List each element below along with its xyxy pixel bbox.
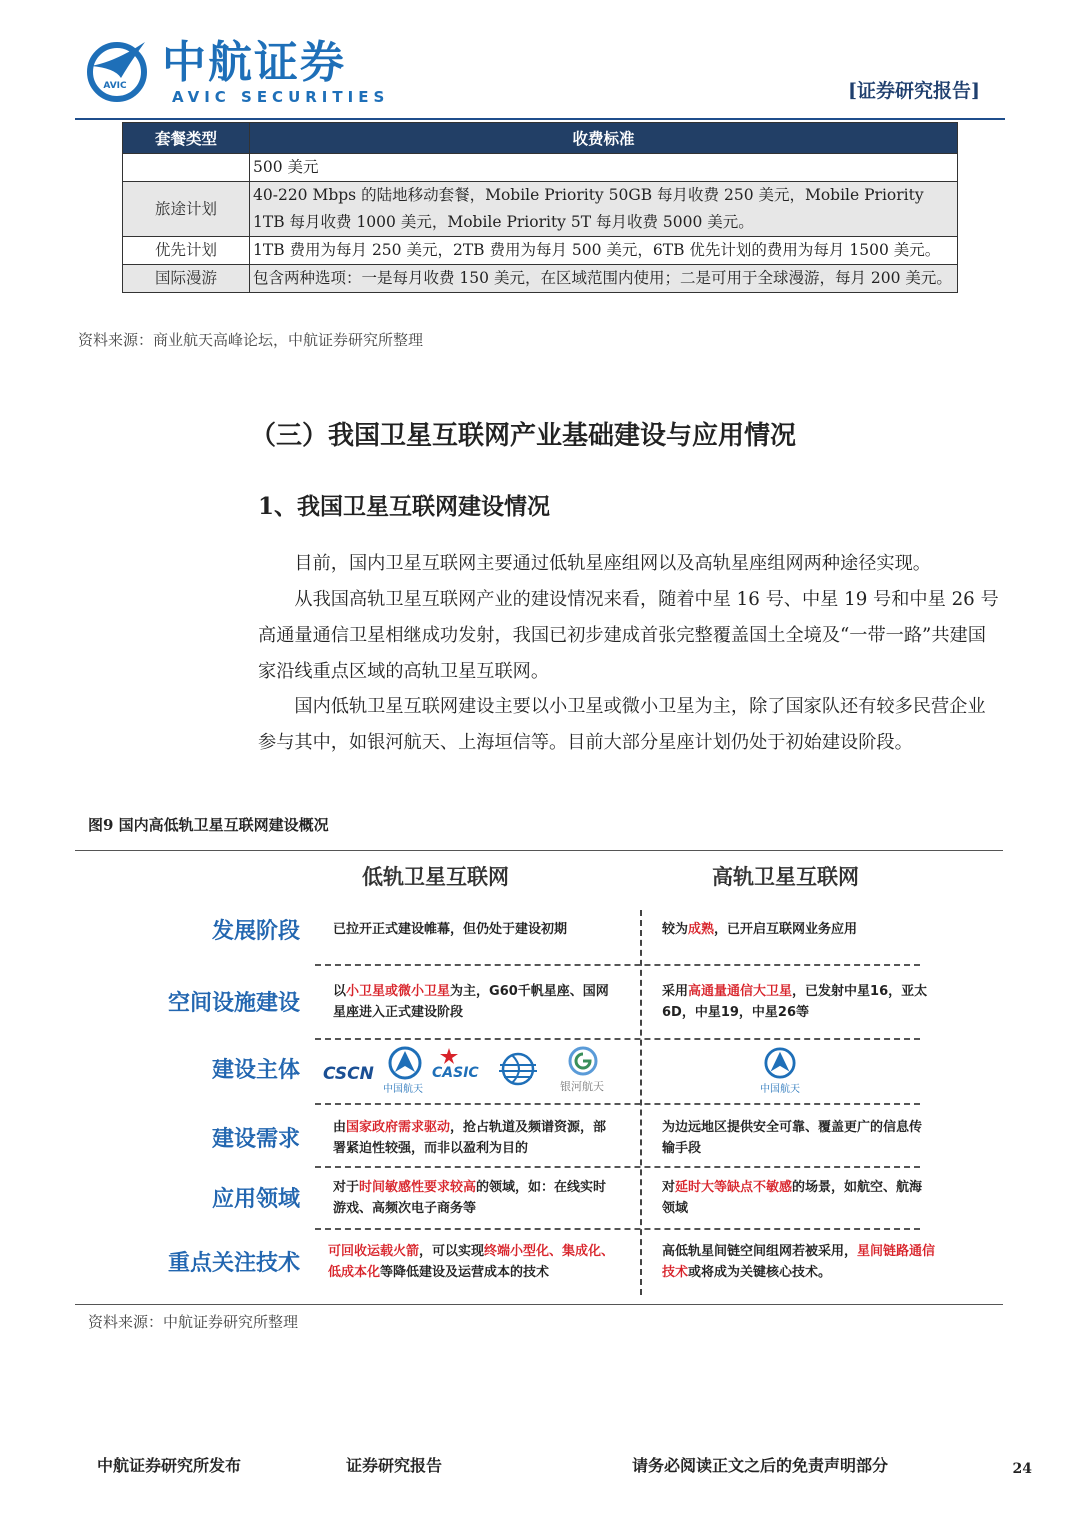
avic-logo-text: AVIC xyxy=(103,81,127,91)
fee-table xyxy=(122,122,958,293)
casic-star-icon xyxy=(440,1048,458,1064)
column-header-high-orbit: 高轨卫星互联网 xyxy=(712,865,859,889)
cell-tech-high: 高低轨星间链空间组网若被采用，星间链路通信技术或将成为关键核心技术。 xyxy=(662,1244,936,1280)
table-cell-type: 优先计划 xyxy=(123,237,250,265)
body-paragraph: 国内低轨卫星互联网建设主要以小卫星或微小卫星为主，除了国家队还有较多民营企业参与其中，如银河航天、上海垣信等。目前大部分星座计划仍处于初始建设阶段。 xyxy=(258,696,986,753)
table-cell-fee: 包含两种选项：一是每月收费 150 美元，在区域范围内使用；二是可用于全球漫游，每月 200 美元。 xyxy=(250,265,958,293)
cell-demand-high: 为边远地区提供安全可靠、覆盖更广的信息传输手段 xyxy=(662,1120,923,1156)
row-divider xyxy=(315,964,920,966)
report-type-tag: [证券研究报告] xyxy=(848,80,980,102)
casic-logo: CASIC xyxy=(432,1065,479,1081)
subsection-heading: 1、我国卫星互联网建设情况 xyxy=(258,493,551,520)
row-label-demand: 建设需求 xyxy=(211,1127,300,1152)
row-divider xyxy=(315,1166,920,1168)
avic-logo-icon xyxy=(85,38,149,102)
section-heading: （三）我国卫星互联网产业基础建设与应用情况 xyxy=(250,421,797,451)
body-paragraph: 从我国高轨卫星互联网产业的建设情况来看，随着中星 16 号、中星 19 号和中星 26 号高通量通信卫星相继成功发射，我国已初步建成首张完整覆盖国土全境及“一带一路”共建国家沿线重点区域的高轨卫星互联网。 xyxy=(258,589,999,682)
casc-logo-icon xyxy=(764,1047,796,1079)
cell-tech-low: 可回收运载火箭，可以实现终端小型化、集成化、低成本化等降低建设及运营成本的技术 xyxy=(328,1244,615,1280)
table-header-fee: 收费标准 xyxy=(250,123,958,154)
table-row xyxy=(123,154,958,182)
table-cell-fee: 500 美元 xyxy=(250,154,958,182)
column-header-low-orbit: 低轨卫星互联网 xyxy=(362,865,509,889)
footer-publisher: 中航证券研究所发布 xyxy=(97,1456,242,1475)
table-row xyxy=(123,265,958,293)
figure-bottom-rule xyxy=(75,1304,1003,1305)
cell-stage-low: 已拉开正式建设帷幕，但仍处于建设初期 xyxy=(333,922,568,937)
table-cell-fee: 1TB 费用为每月 250 美元，2TB 费用为每月 500 美元，6TB 优先计划的费用为每月 1500 美元。 xyxy=(250,237,958,265)
brand-name-en: AVIC SECURITIES xyxy=(172,88,390,106)
row-label-apps: 应用领域 xyxy=(211,1187,300,1212)
cell-apps-low: 对于时间敏感性要求较高的领域，如：在线实时游戏、高频次电子商务等 xyxy=(333,1180,607,1216)
table-row xyxy=(123,182,958,237)
casc-logo-label-high: 中国航天 xyxy=(760,1084,800,1095)
cell-apps-high: 对延时大等缺点不敏感的场景，如航空、航海领域 xyxy=(662,1180,923,1216)
cscn-logo: CSCN xyxy=(323,1064,374,1084)
footer-disclaimer: 请务必阅读正文之后的免责声明部分 xyxy=(632,1456,889,1475)
cell-stage-high: 较为成熟，已开启互联网业务应用 xyxy=(662,922,858,937)
header-divider xyxy=(75,118,1005,120)
footer-report-type: 证券研究报告 xyxy=(346,1456,443,1475)
row-divider xyxy=(315,1228,920,1230)
row-label-builders: 建设主体 xyxy=(211,1058,300,1083)
row-label-infra: 空间设施建设 xyxy=(167,991,300,1016)
body-paragraph: 目前，国内卫星互联网主要通过低轨星座组网以及高轨星座组网两种途径实现。 xyxy=(294,553,931,574)
figure-source-note: 资料来源：中航证券研究所整理 xyxy=(88,1313,299,1331)
table-cell-type xyxy=(123,154,250,182)
cell-demand-low: 由国家政府需求驱动，抢占轨道及频谱资源，部署紧迫性较强，而非以盈利为目的 xyxy=(333,1120,607,1156)
globe-logo-icon xyxy=(496,1052,540,1086)
row-divider xyxy=(315,1038,920,1040)
table-source-note: 资料来源：商业航天高峰论坛，中航证券研究所整理 xyxy=(78,331,424,349)
table-header-type: 套餐类型 xyxy=(123,123,250,154)
brand-name-cn: 中航证券 xyxy=(162,37,346,88)
row-label-tech: 重点关注技术 xyxy=(167,1251,300,1276)
cell-infra-high: 采用高通量通信大卫星，已发射中星16，亚太6D，中星19，中星26等 xyxy=(662,984,928,1020)
figure-title: 图9 国内高低轨卫星互联网建设概况 xyxy=(88,816,329,834)
casc-logo-label: 中国航天 xyxy=(383,1084,423,1095)
row-divider xyxy=(315,1103,920,1105)
figure-top-rule xyxy=(75,850,1003,851)
galaxy-space-logo-icon xyxy=(568,1046,598,1076)
row-label-stage: 发展阶段 xyxy=(211,919,300,944)
casc-logo-icon xyxy=(388,1046,422,1080)
table-row xyxy=(123,237,958,265)
galaxy-space-logo-label: 银河航天 xyxy=(560,1080,604,1093)
table-cell-type: 旅途计划 xyxy=(123,182,250,237)
table-cell-fee: 40-220 Mbps 的陆地移动套餐，Mobile Priority 50GB 每月收费 250 美元，Mobile Priority 1TB 每月收费 1000 美元，Mobile Priority 5T 每月收费 5000 美元。 xyxy=(250,182,958,237)
table-cell-type: 国际漫游 xyxy=(123,265,250,293)
page-number: 24 xyxy=(1012,1461,1032,1477)
cell-infra-low: 以小卫星或微小卫星为主，G60千帆星座、国网星座进入正式建设阶段 xyxy=(333,984,609,1020)
